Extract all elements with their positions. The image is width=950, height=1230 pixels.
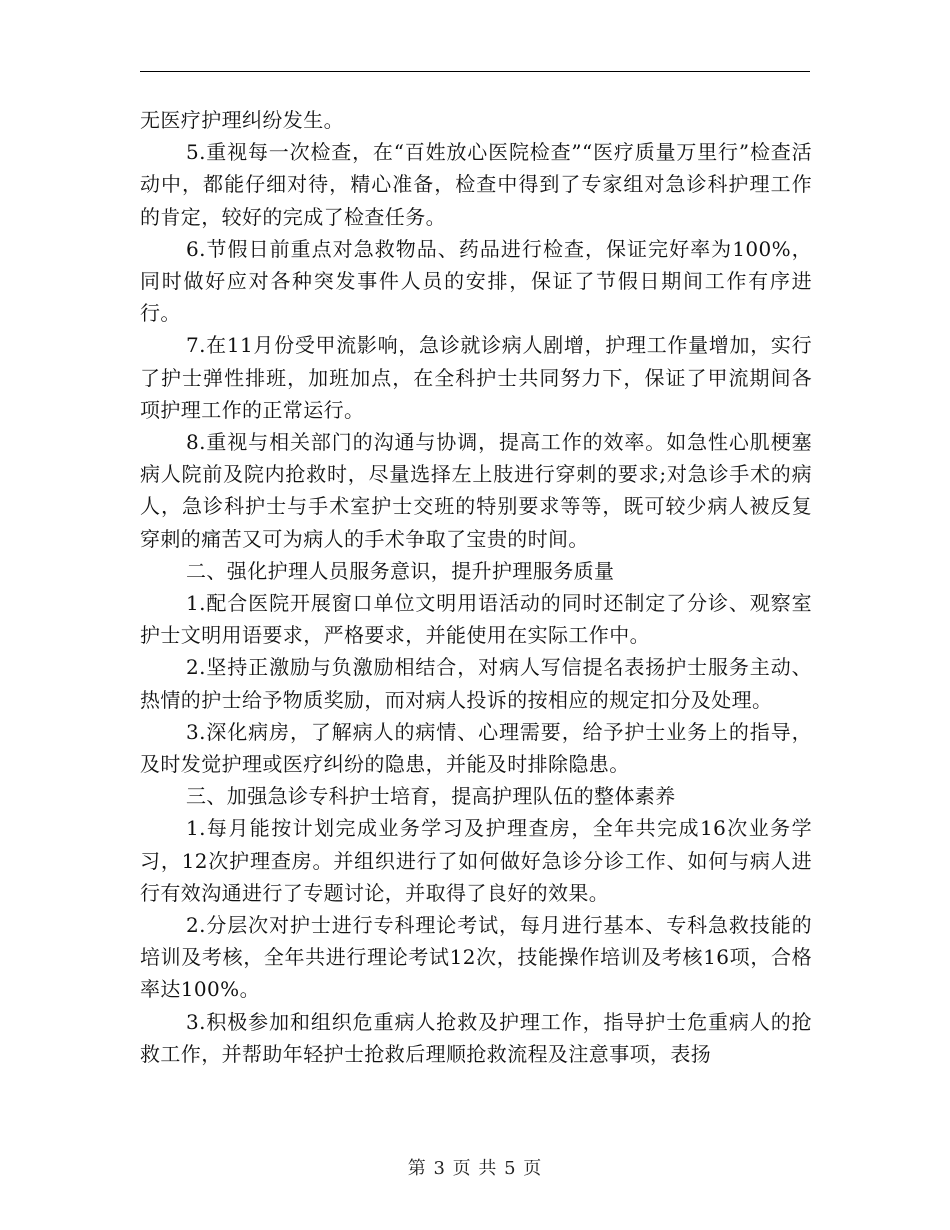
paragraph-continuation: 无医疗护理纠纷发生。	[140, 108, 344, 132]
paragraph-item-8: 8.重视与相关部门的沟通与协调，提高工作的效率。如急性心肌梗塞病人院前及院内抢救时，尽量选择左上肢进行穿刺的要求;对急诊手术的病人，急诊科护士与手术室护士交班的特别要求等等，既可较少病人被反复穿刺的痛苦又可为病人的手术争取了宝贵的时间。	[140, 430, 812, 551]
paragraph-section2-item-1: 1.配合医院开展窗口单位文明用语活动的同时还制定了分诊、观察室护士文明用语要求，严格要求，并能使用在实际工作中。	[140, 591, 812, 648]
header-rule	[140, 71, 810, 72]
section-heading-3: 三、加强急诊专科护士培育，提高护理队伍的整体素养	[186, 784, 676, 809]
paragraph-item-6: 6.节假日前重点对急救物品、药品进行检查，保证完好率为100%，同时做好应对各种突发事件人员的安排，保证了节假日期间工作有序进行。	[140, 236, 812, 326]
paragraph-item-7: 7.在11月份受甲流影响，急诊就诊病人剧增，护理工作量增加，实行了护士弹性排班，加班加点，在全科护士共同努力下，保证了甲流期间各项护理工作的正常运行。	[140, 333, 812, 422]
paragraph-section2-item-3: 3.深化病房，了解病人的病情、心理需要，给予护士业务上的指导，及时发觉护理或医疗纠纷的隐患，并能及时排除隐患。	[140, 719, 812, 777]
paragraph-item-5: 5.重视每一次检查，在“百姓放心医院检查”“医疗质量万里行”检查活动中，都能仔细对待，精心准备，检查中得到了专家组对急诊科护理工作的肯定，较好的完成了检查任务。	[140, 140, 812, 229]
section-heading-2: 二、强化护理人员服务意识，提升护理服务质量	[186, 558, 615, 583]
page-number: 第 3 页 共 5 页	[407, 1158, 543, 1179]
paragraph-section2-item-2: 2.坚持正激励与负激励相结合，对病人写信提名表扬护士服务主动、热情的护士给予物质奖励，而对病人投诉的按相应的规定扣分及处理。	[140, 655, 812, 712]
paragraph-section3-item-1: 1.每月能按计划完成业务学习及护理查房，全年共完成16次业务学习，12次护理查房。并组织进行了如何做好急诊分诊工作、如何与病人进行有效沟通进行了专题讨论，并取得了良好的效果。	[140, 816, 812, 905]
paragraph-section3-item-3: 3.积极参加和组织危重病人抢救及护理工作，指导护士危重病人的抢救工作，并帮助年轻护士抢救后理顺抢救流程及注意事项，表扬	[140, 1009, 812, 1066]
document-body	[140, 104, 812, 1070]
paragraph-section3-item-2: 2.分层次对护士进行专科理论考试，每月进行基本、专科急救技能的培训及考核，全年共进行理论考试12次，技能操作培训及考核16项，合格率达100%。	[140, 913, 812, 1002]
